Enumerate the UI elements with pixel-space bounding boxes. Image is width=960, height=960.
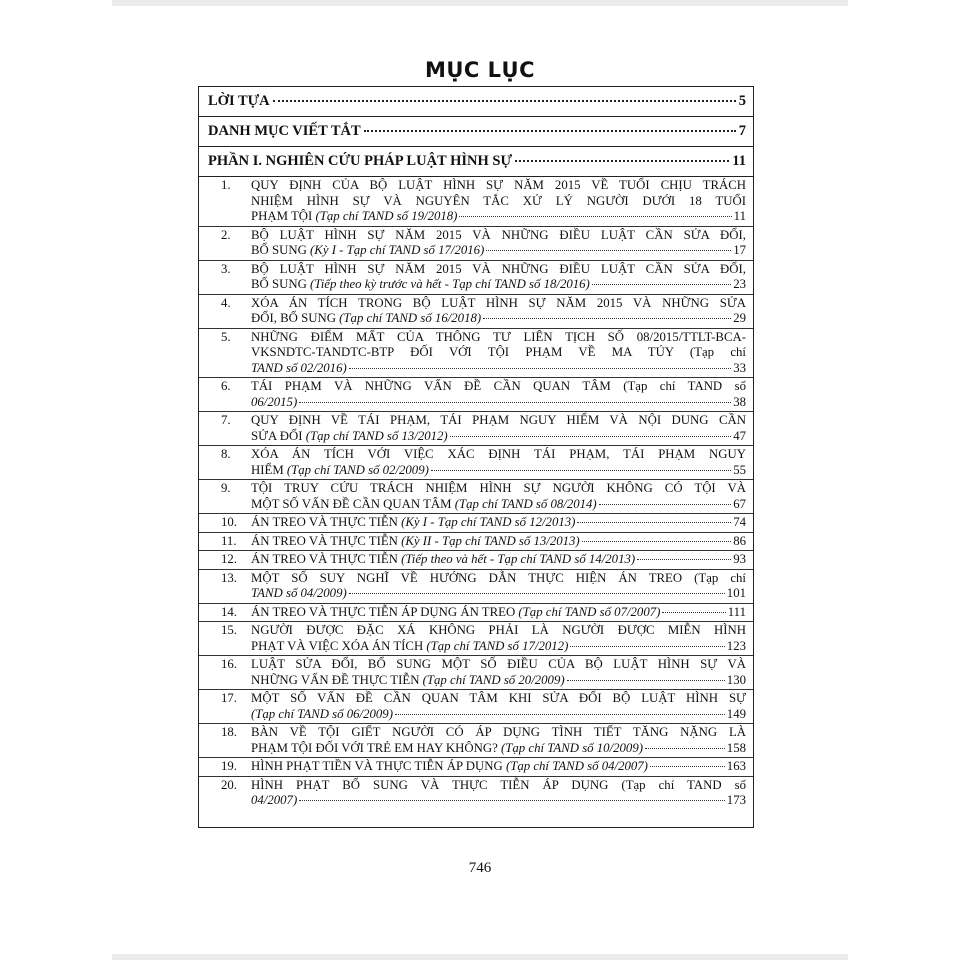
item-last-text xyxy=(251,463,429,479)
dot-leader xyxy=(349,593,725,594)
item-source: (Kỳ I - Tạp chí TAND số 17/2016) xyxy=(310,243,485,257)
item-number: 11. xyxy=(221,533,237,548)
item-title-end: HIỂM xyxy=(251,462,284,477)
item-body xyxy=(251,691,746,722)
item-page: 163 xyxy=(726,759,746,773)
section-label: LỜI TỰA xyxy=(208,93,270,109)
item-source: (Tạp chí TAND số 08/2014) xyxy=(454,496,597,511)
item-body xyxy=(251,657,746,688)
item-last-text xyxy=(251,311,481,327)
item-source: 06/2015) xyxy=(251,394,298,409)
item-last-line xyxy=(251,209,746,225)
page-title: MỤC LỤC xyxy=(424,58,536,82)
dot-leader xyxy=(299,800,725,801)
item-page: 149 xyxy=(726,706,746,721)
item-title-line: NHỮNG ĐIỂM MẤT CỦA THÔNG TƯ LIÊN TỊCH SỐ 08/2015/TTLT-BCA- xyxy=(251,329,746,344)
item-last-line xyxy=(251,463,746,479)
toc-item[interactable] xyxy=(199,604,753,623)
toc-table xyxy=(198,86,754,828)
item-title-end: ÁN TREO VÀ THỰC TIỄN ÁP DỤNG ÁN TREO xyxy=(251,604,516,619)
item-page: 123 xyxy=(726,638,746,653)
item-title-end: PHẠM TỘI ĐỐI VỚI TRẺ EM HAY KHÔNG? xyxy=(251,740,498,755)
item-last-text xyxy=(251,277,590,293)
item-last-line xyxy=(251,793,746,809)
item-last-line xyxy=(251,707,746,723)
item-body xyxy=(251,330,746,377)
item-number: 15. xyxy=(221,623,237,637)
item-last-text xyxy=(251,243,484,259)
item-page: 158 xyxy=(726,740,746,755)
toc-item[interactable] xyxy=(199,570,753,604)
item-number: 5. xyxy=(221,329,231,344)
item-body xyxy=(251,623,746,654)
item-last-text xyxy=(251,741,643,757)
item-body xyxy=(251,571,746,602)
item-last-line xyxy=(251,759,746,775)
item-number: 18. xyxy=(221,725,237,739)
item-source: (Tiếp theo kỳ trước và hết - Tạp chí TAND số 18/2016) xyxy=(310,277,590,291)
item-number: 8. xyxy=(221,447,231,461)
item-page: 29 xyxy=(733,311,746,325)
item-body xyxy=(251,413,746,444)
item-number: 9. xyxy=(221,481,231,495)
toc-item[interactable] xyxy=(199,551,753,570)
item-title-end: PHẠM TỘI xyxy=(251,209,313,223)
item-source: (Tạp chí TAND số 04/2007) xyxy=(505,759,648,773)
item-title-end: BỔ SUNG xyxy=(251,243,307,257)
item-number: 13. xyxy=(221,570,237,585)
item-last-text xyxy=(251,586,347,602)
item-number: 4. xyxy=(221,295,231,310)
dot-leader xyxy=(364,130,736,132)
item-number: 7. xyxy=(221,413,231,427)
item-page: 130 xyxy=(726,672,746,687)
item-page: 101 xyxy=(726,586,746,600)
dot-leader xyxy=(395,714,725,715)
item-body xyxy=(251,262,746,293)
item-last-line xyxy=(251,429,746,445)
item-last-text xyxy=(251,759,648,775)
item-title-line: HÌNH PHẠT BỔ SUNG VÀ THỰC TIỄN ÁP DỤNG (Tạp chí TAND số xyxy=(251,777,746,792)
item-page: 93 xyxy=(733,552,746,566)
item-source: (Tiếp theo và hết - Tạp chí TAND số 14/2013) xyxy=(401,552,636,566)
item-page: 67 xyxy=(733,496,746,511)
item-body xyxy=(251,552,746,568)
item-last-line xyxy=(251,277,746,293)
item-title-line: QUY ĐỊNH VỀ TÁI PHẠM, TÁI PHẠM NGUY HIỂM VÀ NỘI DUNG CẦN xyxy=(251,413,746,427)
item-body xyxy=(251,515,746,531)
item-title-line: LUẬT SỬA ĐỔI, BỔ SUNG MỘT SỐ ĐIỀU CỦA BỘ LUẬT HÌNH SỰ VÀ xyxy=(251,657,746,671)
toc-item[interactable] xyxy=(199,622,753,656)
item-title-end: NHỮNG VẤN ĐỀ THỰC TIỄN xyxy=(251,672,420,687)
item-last-line xyxy=(251,311,746,327)
item-body xyxy=(251,759,746,775)
item-body xyxy=(251,725,746,756)
item-number: 6. xyxy=(221,379,231,393)
item-number: 12. xyxy=(221,552,237,566)
toc-item[interactable] xyxy=(199,378,753,412)
dot-leader xyxy=(515,160,729,162)
section-page: 11 xyxy=(732,153,746,169)
item-last-text xyxy=(251,552,635,568)
item-page: 17 xyxy=(733,243,746,257)
item-page: 38 xyxy=(733,394,746,409)
section-page: 5 xyxy=(738,93,746,109)
item-last-line xyxy=(251,497,746,513)
item-page: 47 xyxy=(733,428,746,443)
dot-leader xyxy=(599,504,732,505)
item-source: (Tạp chí TAND số 20/2009) xyxy=(422,672,565,687)
item-source: TAND số 02/2016) xyxy=(251,360,347,375)
item-title-end: BỔ SUNG xyxy=(251,277,307,291)
dot-leader xyxy=(577,522,731,523)
item-last-line xyxy=(251,243,746,259)
item-source: (Tạp chí TAND số 06/2009) xyxy=(251,706,393,721)
toc-item[interactable] xyxy=(199,446,753,480)
item-last-line xyxy=(251,515,746,531)
item-last-text xyxy=(251,639,568,655)
toc-item[interactable] xyxy=(199,177,753,227)
item-last-text xyxy=(251,605,660,621)
item-title-end: ÁN TREO VÀ THỰC TIỄN xyxy=(251,533,398,548)
item-title-line: TÁI PHẠM VÀ NHỮNG VẤN ĐỀ CẦN QUAN TÂM (Tạp chí TAND số xyxy=(251,379,746,393)
item-last-line xyxy=(251,395,746,411)
item-last-text xyxy=(251,497,597,513)
toc-item[interactable] xyxy=(199,227,753,261)
item-number: 20. xyxy=(221,777,237,792)
item-body xyxy=(251,379,746,410)
toc-item[interactable] xyxy=(199,514,753,533)
dot-leader xyxy=(662,612,725,613)
item-title-line: BÀN VỀ TỘI GIẾT NGƯỜI CÓ ÁP DỤNG TÌNH TIẾT TĂNG NẶNG LÀ xyxy=(251,725,746,739)
item-source: 04/2007) xyxy=(251,793,298,807)
item-title-end: ÁN TREO VÀ THỰC TIỄN xyxy=(251,515,398,529)
section-label: DANH MỤC VIẾT TẮT xyxy=(208,123,361,139)
item-number: 19. xyxy=(221,759,237,773)
item-last-text xyxy=(251,209,457,225)
item-body xyxy=(251,534,746,550)
dot-leader xyxy=(273,100,736,102)
item-title-line: XÓA ÁN TÍCH VỚI VIỆC XÁC ĐỊNH TÁI PHẠM, TÁI PHẠM NGUY xyxy=(251,447,746,461)
item-title-line: BỘ LUẬT HÌNH SỰ NĂM 2015 VÀ NHỮNG ĐIỀU LUẬT CẦN SỬA ĐỔI, xyxy=(251,261,746,276)
dot-leader xyxy=(637,559,731,560)
item-title-line: BỘ LUẬT HÌNH SỰ NĂM 2015 VÀ NHỮNG ĐIỀU LUẬT CẦN SỬA ĐỔI, xyxy=(251,227,746,242)
item-number: 10. xyxy=(221,515,237,529)
toc-item[interactable] xyxy=(199,480,753,514)
item-body xyxy=(251,296,746,327)
dot-leader xyxy=(450,436,732,437)
item-number: 2. xyxy=(221,227,231,242)
item-title-line: QUY ĐỊNH CỦA BỘ LUẬT HÌNH SỰ NĂM 2015 VỀ TUỔI CHỊU TRÁCH xyxy=(251,178,746,192)
item-last-text xyxy=(251,534,580,550)
item-number: 17. xyxy=(221,691,237,705)
item-number: 16. xyxy=(221,657,237,671)
item-number: 3. xyxy=(221,261,231,276)
item-title-end: SỬA ĐỔI xyxy=(251,428,303,443)
item-last-line xyxy=(251,361,746,377)
section-label: PHẦN I. NGHIÊN CỨU PHÁP LUẬT HÌNH SỰ xyxy=(208,153,512,169)
item-page: 111 xyxy=(727,604,746,619)
dot-leader xyxy=(431,470,731,471)
item-title-line: TỘI TRUY CỨU TRÁCH NHIỆM HÌNH SỰ NGƯỜI KHÔNG CÓ TỘI VÀ xyxy=(251,481,746,495)
item-title-line: NGƯỜI ĐƯỢC ĐẶC XÁ KHÔNG PHẢI LÀ NGƯỜI ĐƯỢC MIỄN HÌNH xyxy=(251,623,746,637)
item-title-line: MỘT SỐ VẤN ĐỀ CẦN QUAN TÂM KHI SỬA ĐỔI BỘ LUẬT HÌNH SỰ xyxy=(251,691,746,705)
item-last-line xyxy=(251,552,746,568)
item-source: (Tạp chí TAND số 13/2012) xyxy=(305,428,448,443)
toc-item[interactable] xyxy=(199,412,753,446)
bottom-band xyxy=(112,954,848,960)
item-page: 74 xyxy=(733,515,746,529)
toc-item[interactable] xyxy=(199,533,753,552)
dot-leader xyxy=(483,318,731,319)
toc-item[interactable] xyxy=(199,758,753,777)
item-body xyxy=(251,778,746,809)
item-title-line: NHIỆM HÌNH SỰ VÀ NGUYÊN TẮC XỬ LÝ NGƯỜI DƯỚI 18 TUỔI xyxy=(251,193,746,208)
dot-leader xyxy=(570,646,724,647)
item-last-line xyxy=(251,586,746,602)
item-last-text xyxy=(251,515,575,531)
item-source: (Tạp chí TAND số 19/2018) xyxy=(315,209,458,223)
toc-item[interactable] xyxy=(199,261,753,295)
item-title-end: PHẠT VÀ VIỆC XÓA ÁN TÍCH xyxy=(251,638,424,653)
item-title-end: ÁN TREO VÀ THỰC TIỄN xyxy=(251,552,398,566)
item-title-line: MỘT SỐ SUY NGHĨ VỀ HƯỚNG DẪN THỰC HIỆN ÁN TREO (Tạp chí xyxy=(251,570,746,585)
item-body xyxy=(251,605,746,621)
item-title-end: MỘT SỐ VẤN ĐỀ CẦN QUAN TÂM xyxy=(251,496,452,511)
item-page: 33 xyxy=(733,360,746,375)
item-source: TAND số 04/2009) xyxy=(251,586,347,600)
item-number: 1. xyxy=(221,178,231,192)
toc-section[interactable] xyxy=(199,117,753,147)
item-last-line xyxy=(251,639,746,655)
item-title-end: HÌNH PHẠT TIỀN VÀ THỰC TIỄN ÁP DỤNG xyxy=(251,759,503,773)
dot-leader xyxy=(459,216,731,217)
dot-leader xyxy=(650,766,725,767)
toc-item[interactable] xyxy=(199,329,753,379)
item-page: 173 xyxy=(726,793,746,807)
dot-leader xyxy=(592,284,731,285)
top-band xyxy=(112,0,848,6)
item-last-text xyxy=(251,707,393,723)
item-body xyxy=(251,228,746,259)
item-last-text xyxy=(251,673,565,689)
dot-leader xyxy=(299,402,731,403)
dot-leader xyxy=(567,680,725,681)
toc-item[interactable] xyxy=(199,777,753,810)
section-page: 7 xyxy=(738,123,746,139)
item-source: (Kỳ I - Tạp chí TAND số 12/2013) xyxy=(401,515,576,529)
item-body xyxy=(251,447,746,478)
page-number: 746 xyxy=(468,860,492,876)
item-last-line xyxy=(251,534,746,550)
item-title-line: VKSNDTC-TANDTC-BTP ĐỐI VỚI TỘI PHẠM VỀ MA TÚY (Tạp chí xyxy=(251,345,746,359)
item-title-line: XÓA ÁN TÍCH TRONG BỘ LUẬT HÌNH SỰ NĂM 2015 VÀ NHỮNG SỬA xyxy=(251,295,746,310)
item-source: (Tạp chí TAND số 07/2007) xyxy=(518,604,661,619)
item-source: (Tạp chí TAND số 10/2009) xyxy=(501,740,643,755)
item-last-text xyxy=(251,395,297,411)
item-title-end: ĐỔI, BỔ SUNG xyxy=(251,311,336,325)
dot-leader xyxy=(645,748,725,749)
item-page: 11 xyxy=(733,209,746,223)
item-last-text xyxy=(251,429,448,445)
item-last-line xyxy=(251,741,746,757)
item-source: (Tạp chí TAND số 02/2009) xyxy=(286,462,429,477)
item-source: (Tạp chí TAND số 16/2018) xyxy=(339,311,482,325)
item-body xyxy=(251,481,746,512)
item-page: 23 xyxy=(733,277,746,291)
item-last-line xyxy=(251,673,746,689)
item-last-text xyxy=(251,793,297,809)
item-source: (Tạp chí TAND số 17/2012) xyxy=(426,638,569,653)
toc-item[interactable] xyxy=(199,690,753,724)
toc-item[interactable] xyxy=(199,656,753,690)
toc-section[interactable] xyxy=(199,147,753,177)
item-last-text xyxy=(251,361,347,377)
toc-item[interactable] xyxy=(199,724,753,758)
dot-leader xyxy=(349,368,731,369)
toc-item[interactable] xyxy=(199,295,753,329)
item-page: 55 xyxy=(733,462,746,477)
item-source: (Kỳ II - Tạp chí TAND số 13/2013) xyxy=(401,533,580,548)
dot-leader xyxy=(486,250,731,251)
item-number: 14. xyxy=(221,604,237,619)
dot-leader xyxy=(582,541,732,542)
toc-section[interactable] xyxy=(199,87,753,117)
item-last-line xyxy=(251,605,746,621)
item-body xyxy=(251,178,746,225)
item-page: 86 xyxy=(733,533,746,548)
